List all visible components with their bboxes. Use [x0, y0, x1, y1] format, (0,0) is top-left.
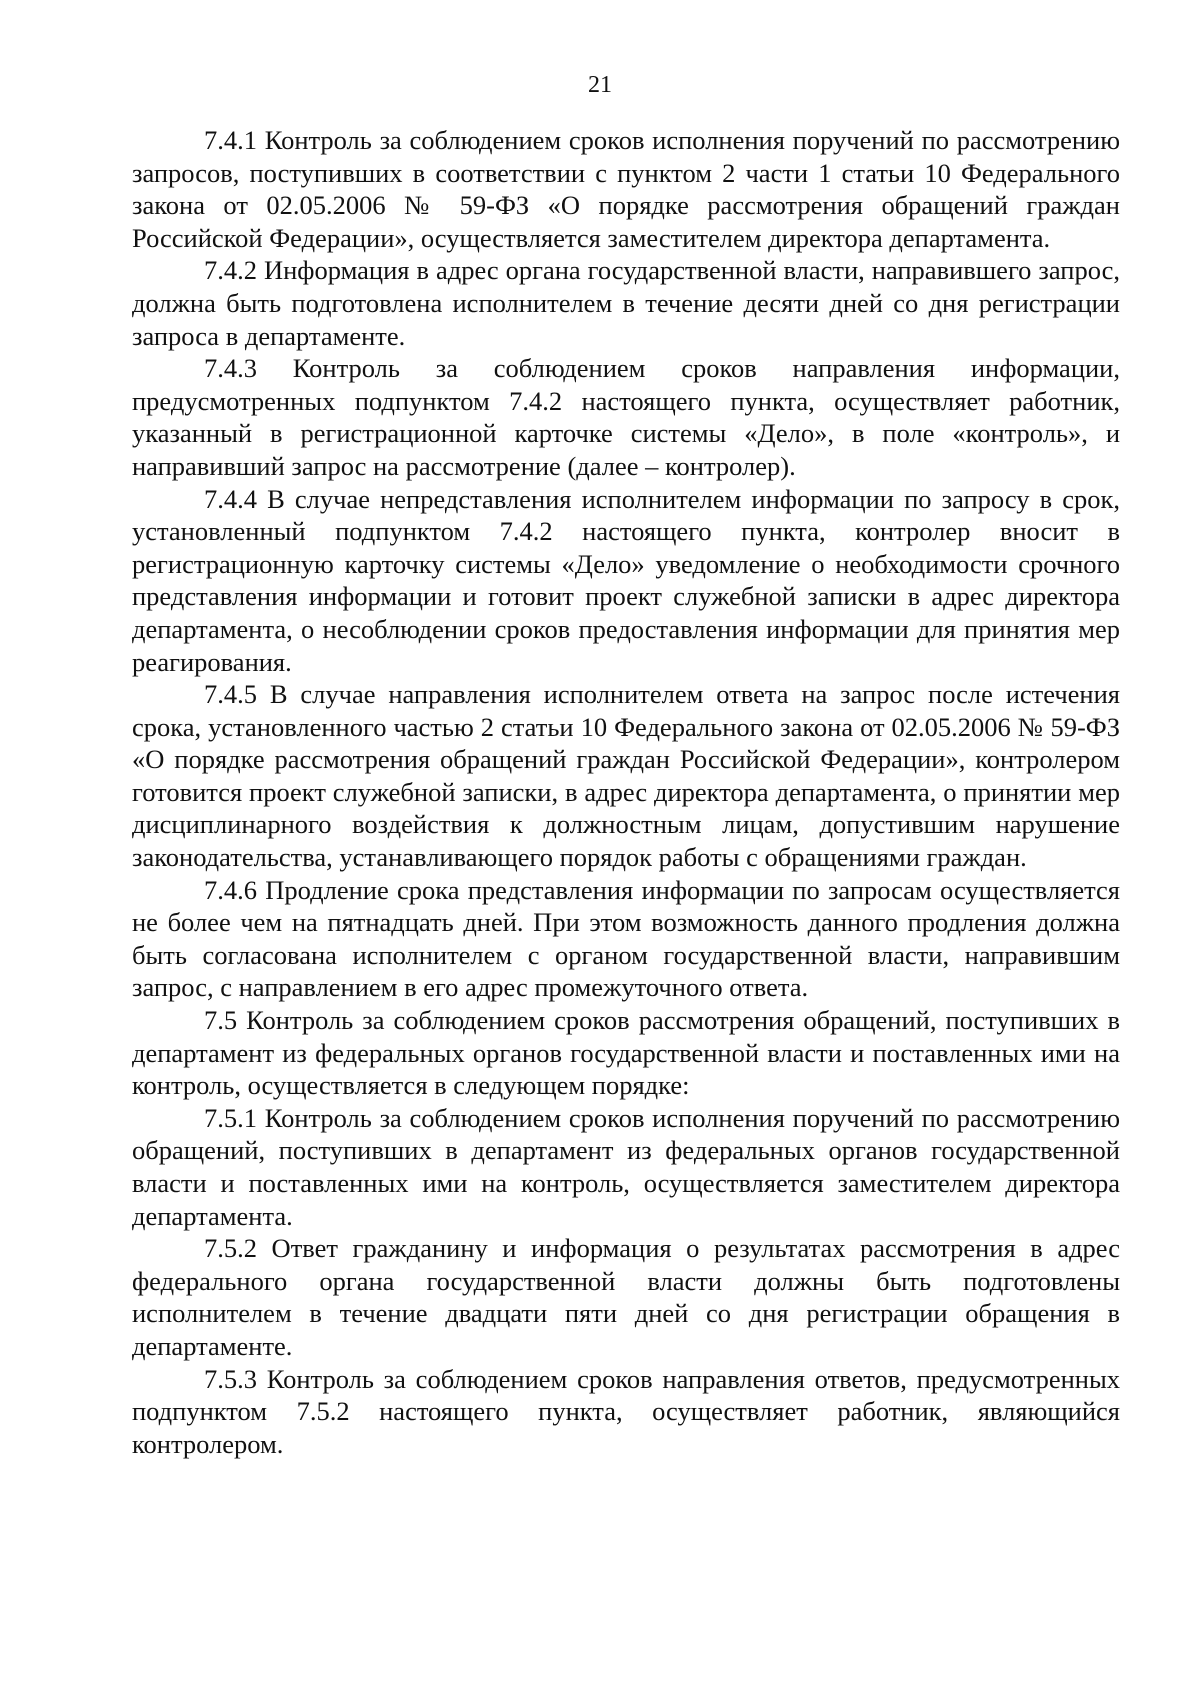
paragraph-7-5-2: 7.5.2 Ответ гражданину и информация о результатах рассмотрения в адрес федерального органа государственной власти должны быть подготовлены исполнителем в течение двадцати пяти дней со дня регистрации обращения в департаменте. [132, 1233, 1120, 1361]
paragraph-7-4-5: 7.4.5 В случае направления исполнителем ответа на запрос после истечения срока, установленного частью 2 статьи 10 Федерального закона от 02.05.2006 № 59-ФЗ «О порядке рассмотрения обращений граждан Российской Федерации», контролером готовится проект служебной записки, в адрес директора департамента, о принятии мер дисциплинарного воздействия к должностным лицам, допустившим нарушение законодательства, устанавливающего порядок работы с обращениями граждан. [132, 679, 1120, 873]
paragraph-7-5-3: 7.5.3 Контроль за соблюдением сроков направления ответов, предусмотренных подпунктом 7.5.2 настоящего пункта, осуществляет работник, являющийся контролером. [132, 1363, 1120, 1459]
paragraph-7-4-2: 7.4.2 Информация в адрес органа государственной власти, направившего запрос, должна быть подготовлена исполнителем в течение десяти дней со дня регистрации запроса в департаменте. [132, 255, 1120, 351]
paragraph-7-4-3: 7.4.3 Контроль за соблюдением сроков направления информации, предусмотренных подпунктом 7.4.2 настоящего пункта, осуществляет работник, указанный в регистрационной карточке системы «Дело», в поле «контроль», и направивший запрос на рассмотрение (далее – контролер). [132, 353, 1120, 481]
paragraph-7-5-1: 7.5.1 Контроль за соблюдением сроков исполнения поручений по рассмотрению обращений, поступивших в департамент из федеральных органов государственной власти и поставленных ими на контроль, осуществляется заместителем директора департамента. [132, 1102, 1120, 1231]
paragraph-7-4-6: 7.4.6 Продление срока представления информации по запросам осуществляется не более чем на пятнадцать дней. При этом возможность данного продления должна быть согласована исполнителем с органом государственной власти, направившим запрос, с направлением в его адрес промежуточного ответа. [132, 874, 1120, 1003]
document-body [132, 124, 1120, 1460]
paragraph-7-4-4: 7.4.4 В случае непредставления исполнителем информации по запросу в срок, установленный подпунктом 7.4.2 настоящего пункта, контролер вносит в регистрационную карточку системы «Дело» уведомление о необходимости срочного представления информации и готовит проект служебной записки в адрес директора департамента, о несоблюдении сроков предоставления информации для принятия мер реагирования. [132, 483, 1120, 677]
paragraph-7-5: 7.5 Контроль за соблюдением сроков рассмотрения обращений, поступивших в департамент из федеральных органов государственной власти и поставленных ими на контроль, осуществляется в следующем порядке: [132, 1005, 1120, 1101]
page-number: 21 [588, 72, 612, 98]
paragraph-7-4-1: 7.4.1 Контроль за соблюдением сроков исполнения поручений по рассмотрению запросов, поступивших в соответствии с пунктом 2 части 1 статьи 10 Федерального закона от 02.05.2006 № 59-ФЗ «О порядке рассмотрения обращений граждан Российской Федерации», осуществляется заместителем директора департамента. [132, 125, 1120, 253]
